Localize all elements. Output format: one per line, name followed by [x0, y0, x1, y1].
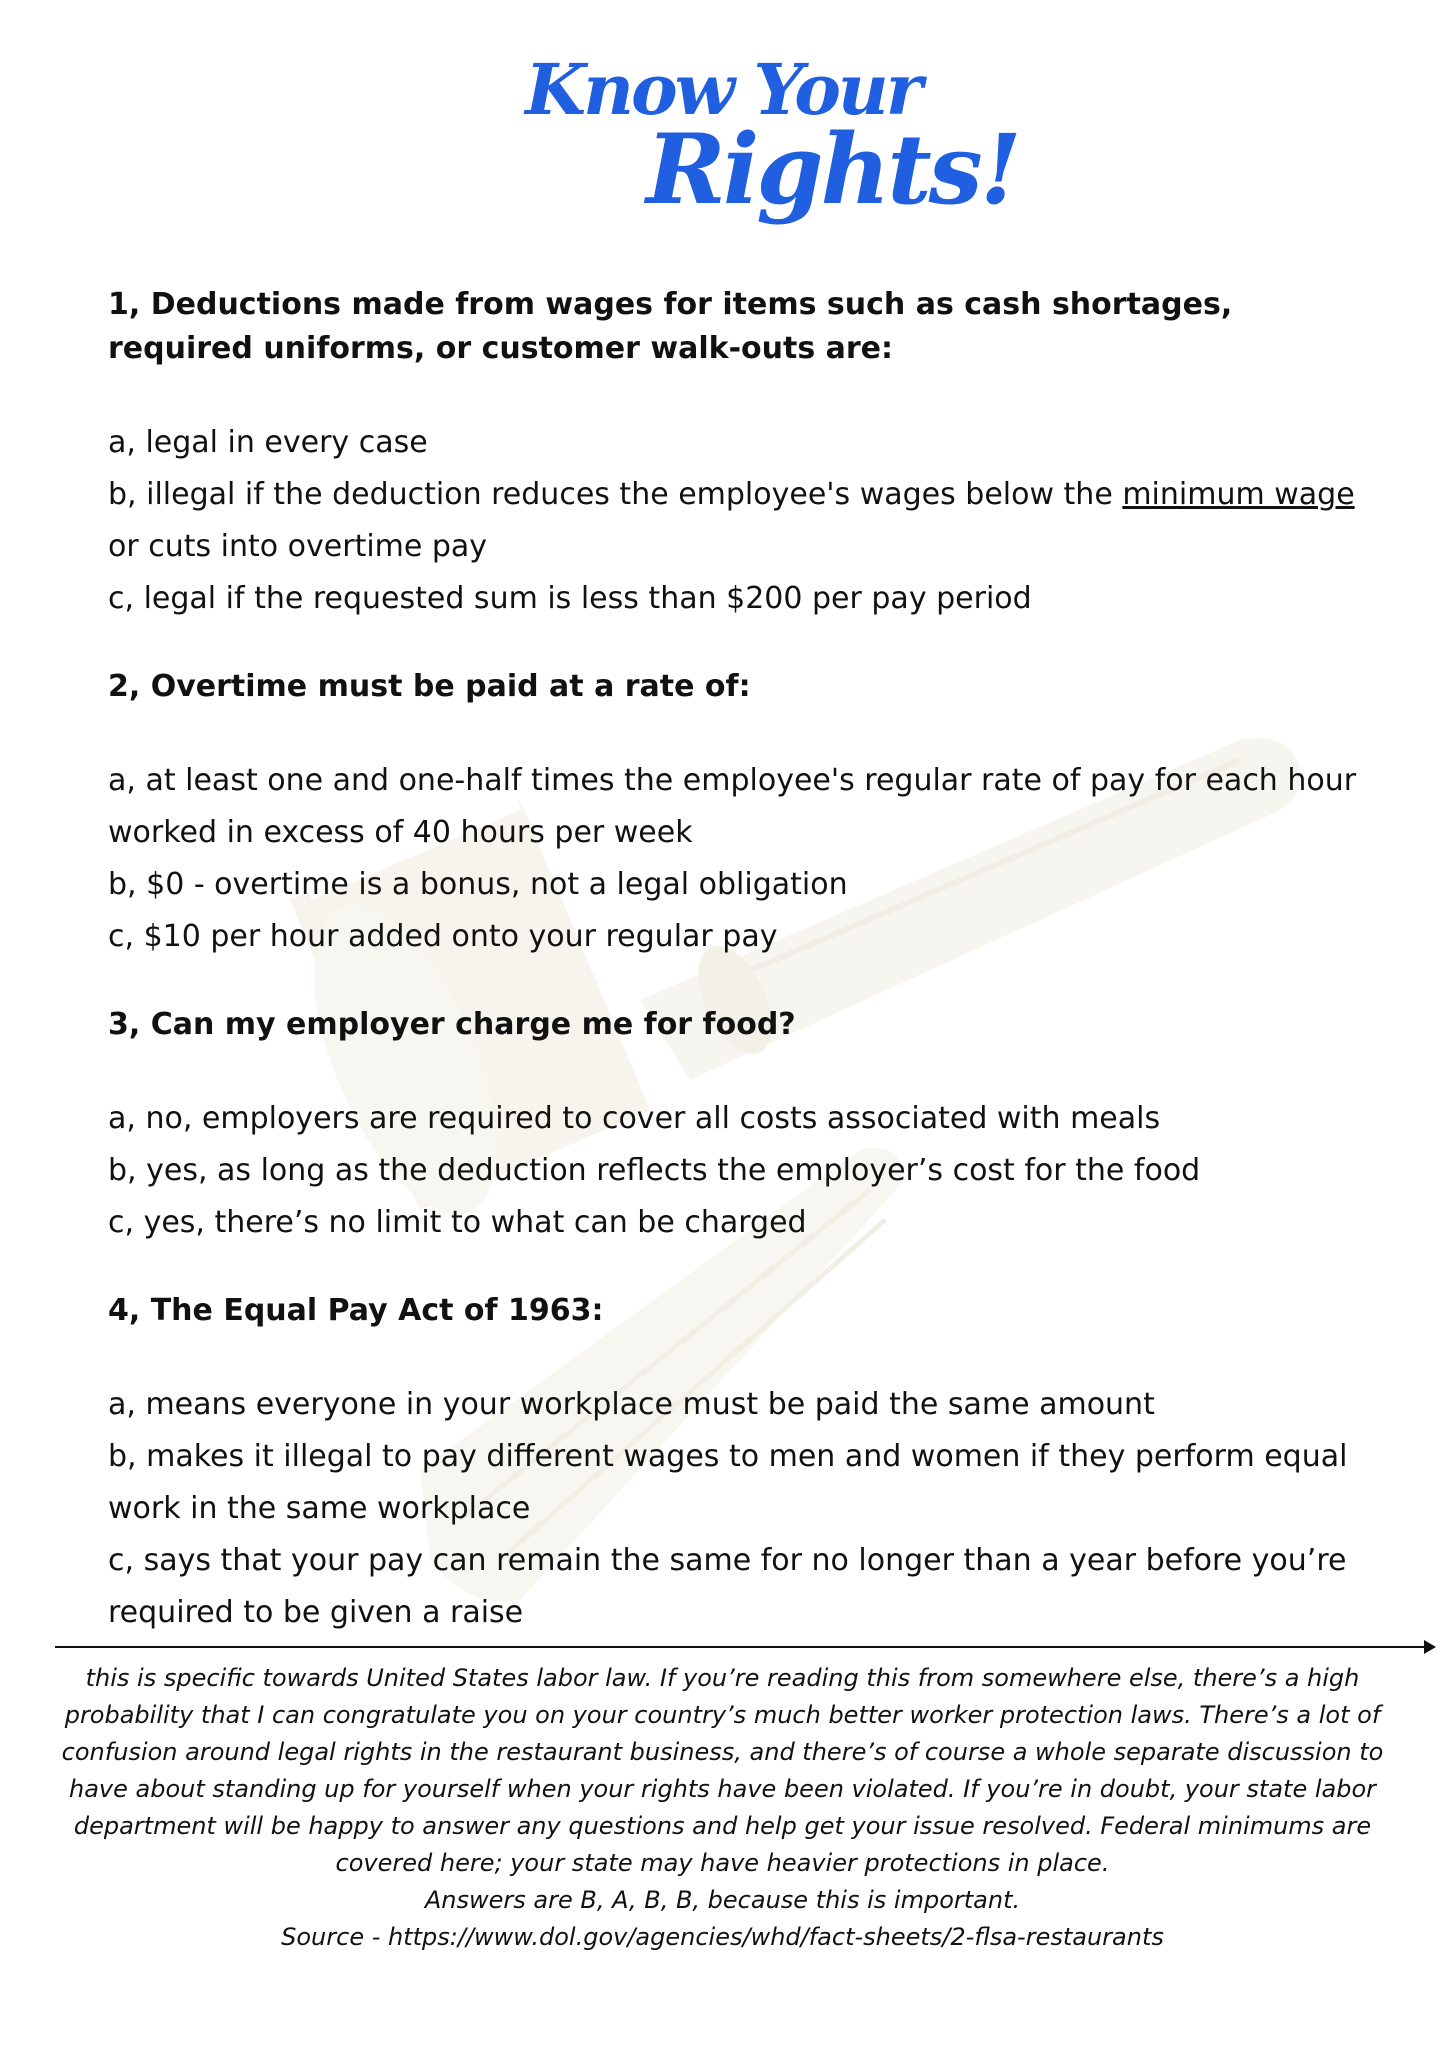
question-2-options: [108, 755, 1358, 963]
option-b-text: b, illegal if the deduction reduces the employee's wages below the: [108, 477, 1113, 512]
question-4-option-b: b, makes it illegal to pay different wages to men and women if they perform equal work in the same workplace: [108, 1439, 1348, 1526]
question-2-option-c: c, $10 per hour added onto your regular pay: [108, 919, 778, 954]
divider-arrow-line: [55, 1646, 1425, 1648]
footer-disclaimer: this is specific towards United States labor law. If you’re reading this from somewhere else, there’s a high probability that I can congratulate you on your country’s much better worker protection laws. There’s a lot of confusion around legal rights in the restaurant business, and there’s of course a whole separate discussion to have about standing up for yourself when your rights have been violated. If you’re in doubt, your state labor department will be happy to answer any questions and help get your issue resolved. Federal minimums are covered here; your state may have heavier protections in place.: [61, 1664, 1384, 1877]
arrow-right-icon: [1424, 1640, 1436, 1654]
title-line-2: Rights!: [646, 113, 1019, 226]
question-1-option-c: c, legal if the requested sum is less than $200 per pay period: [108, 581, 1032, 616]
question-3: 3, Can my employer charge me for food?: [108, 1007, 796, 1042]
question-4-options: [108, 1379, 1358, 1639]
minimum-wage-underlined: minimum wage: [1122, 477, 1355, 512]
option-b-text-end: or cuts into overtime pay: [108, 529, 488, 564]
question-3-option-c: c, yes, there’s no limit to what can be charged: [108, 1205, 807, 1240]
footer-source: Source - https://www.dol.gov/agencies/whd/fact-sheets/2-flsa-restaurants: [281, 1923, 1164, 1951]
question-2-option-b: b, $0 - overtime is a bonus, not a legal obligation: [108, 867, 848, 902]
question-4: 4, The Equal Pay Act of 1963:: [108, 1293, 604, 1328]
question-3-option-b: b, yes, as long as the deduction reflects the employer’s cost for the food: [108, 1153, 1201, 1188]
question-3-options: [108, 1093, 1358, 1249]
question-1-options: [108, 417, 1358, 625]
quiz: [108, 283, 1358, 1639]
question-4-option-c: c, says that your pay can remain the same for no longer than a year before you’re required to be given a raise: [108, 1543, 1347, 1630]
question-1: 1, Deductions made from wages for items such as cash shortages, required uniforms, or customer walk-outs are:: [108, 287, 1233, 366]
footer-note: [50, 1660, 1395, 1956]
question-2: 2, Overtime must be paid at a rate of:: [108, 669, 751, 704]
title-line-1: Know Your: [525, 48, 920, 131]
footer-answers: Answers are B, A, B, B, because this is important.: [424, 1886, 1021, 1914]
question-2-option-a: a, at least one and one-half times the employee's regular rate of pay for each hour worked in excess of 40 hours per week: [108, 763, 1357, 850]
question-3-option-a: a, no, employers are required to cover all costs associated with meals: [108, 1101, 1161, 1136]
question-1-option-a: a, legal in every case: [108, 425, 428, 460]
question-4-option-a: a, means everyone in your workplace must be paid the same amount: [108, 1387, 1155, 1422]
question-1-option-b: [108, 469, 1358, 573]
